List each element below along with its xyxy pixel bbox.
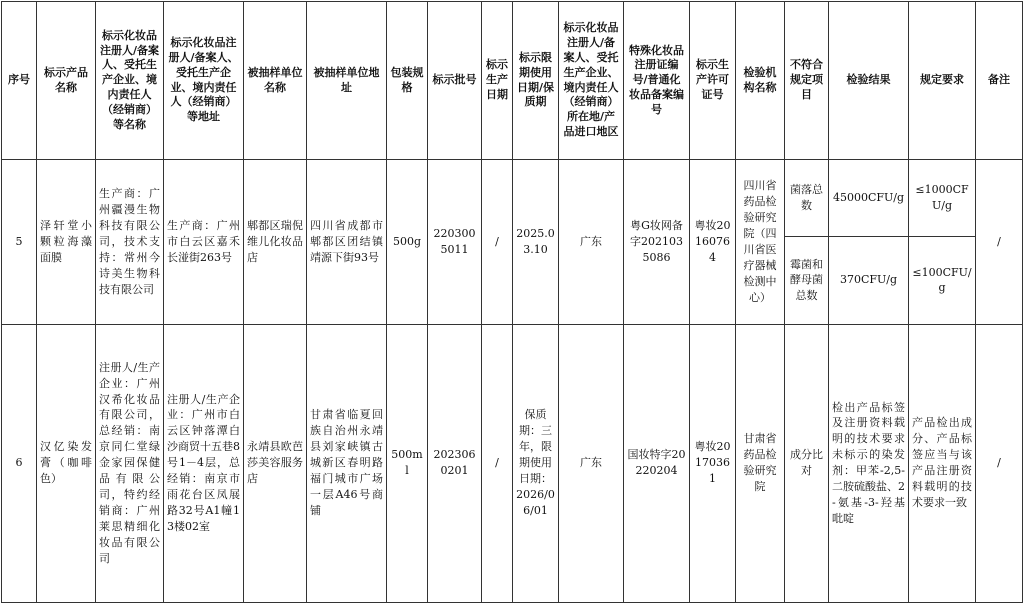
header-cell: 被抽样单位名称 bbox=[244, 2, 307, 160]
header-cell: 标示产品名称 bbox=[37, 2, 96, 160]
failed-item: 成分比对 bbox=[785, 324, 829, 602]
inspection-org: 四川省药品检验研究院（四川省医疗器械检测中心） bbox=[736, 160, 785, 324]
product-name: 汉亿染发膏（咖啡色） bbox=[37, 324, 96, 602]
expiry-date: 2025.03.10 bbox=[513, 160, 559, 324]
company-address: 注册人/生产企业：广州市白云区钟落潭白沙商贸十五巷8号1－4层，总经销：南京市雨花台区凤展路32号A1幢13楼02室 bbox=[164, 324, 244, 602]
inspection-result: 370CFU/g bbox=[829, 237, 909, 324]
license-number: 粤妆20170361 bbox=[690, 324, 736, 602]
table-row bbox=[2, 324, 1023, 602]
inspection-table bbox=[1, 1, 1023, 603]
requirement: ≤100CFU/g bbox=[909, 237, 976, 324]
package-spec: 500g bbox=[387, 160, 428, 324]
sampled-unit-address: 甘肃省临夏回族自治州永靖县刘家峡镇古城新区春明路福门城市广场一层A46号商铺 bbox=[307, 324, 387, 602]
row-number: 5 bbox=[2, 160, 37, 324]
row-number: 6 bbox=[2, 324, 37, 602]
header-cell: 标示限期使用日期/保质期 bbox=[513, 2, 559, 160]
inspection-result: 检出产品标签及注册资料载明的技术要求未标示的染发剂：甲苯-2,5-二胺硫酸盐、2-氨基-3-羟基吡啶 bbox=[829, 324, 909, 602]
header-cell: 规定要求 bbox=[909, 2, 976, 160]
header-cell: 检验结果 bbox=[829, 2, 909, 160]
inspection-org: 甘肃省药品检验研究院 bbox=[736, 324, 785, 602]
package-spec: 500ml bbox=[387, 324, 428, 602]
region: 广东 bbox=[559, 324, 624, 602]
sampled-unit-name: 永靖县欧芭莎美容服务店 bbox=[244, 324, 307, 602]
batch-number: 2203005011 bbox=[428, 160, 482, 324]
production-date: / bbox=[482, 324, 513, 602]
header-cell: 检验机构名称 bbox=[736, 2, 785, 160]
header-cell: 备注 bbox=[976, 2, 1023, 160]
company-name: 注册人/生产企业：广州汉希化妆品有限公司，总经销：南京同仁堂绿金家园保健品有限公司，特约经销商：广州莱思精细化妆品有限公司 bbox=[96, 324, 164, 602]
batch-number: 2023060201 bbox=[428, 324, 482, 602]
company-name: 生产商：广州疆漫生物科技有限公司，技术支持：常州今诗美生物科技有限公司 bbox=[96, 160, 164, 324]
header-cell: 不符合规定项目 bbox=[785, 2, 829, 160]
inspection-result: 45000CFU/g bbox=[829, 160, 909, 237]
license-number: 粤妆20160764 bbox=[690, 160, 736, 324]
header-cell: 标示批号 bbox=[428, 2, 482, 160]
header-cell: 特殊化妆品注册证编号/普通化妆品备案编号 bbox=[624, 2, 690, 160]
production-date: / bbox=[482, 160, 513, 324]
header-cell: 标示化妆品注册人/备案人、受托生产企业、境内责任人（经销商）等地址 bbox=[164, 2, 244, 160]
failed-item: 菌落总数 bbox=[785, 160, 829, 237]
header-cell: 标示化妆品注册人/备案人、受托生产企业、境内责任人（经销商）所在地/产品进口地区 bbox=[559, 2, 624, 160]
region: 广东 bbox=[559, 160, 624, 324]
header-cell: 序号 bbox=[2, 2, 37, 160]
company-address: 生产商：广州市白云区嘉禾长湴街263号 bbox=[164, 160, 244, 324]
product-name: 泽轩堂小颗粒海藻面膜 bbox=[37, 160, 96, 324]
remark: / bbox=[976, 160, 1023, 324]
failed-item: 霉菌和酵母菌总数 bbox=[785, 237, 829, 324]
header-row bbox=[2, 2, 1023, 160]
sampled-unit-name: 郫都区瑞倪维儿化妆品店 bbox=[244, 160, 307, 324]
header-cell: 被抽样单位地址 bbox=[307, 2, 387, 160]
registration-number: 粤G妆网备字2021035086 bbox=[624, 160, 690, 324]
header-cell: 标示化妆品注册人/备案人、受托生产企业、境内责任人（经销商）等名称 bbox=[96, 2, 164, 160]
remark: / bbox=[976, 324, 1023, 602]
requirement: ≤1000CFU/g bbox=[909, 160, 976, 237]
header-cell: 包装规格 bbox=[387, 2, 428, 160]
expiry-date: 保质期：三年，限期使用日期：2026/06/01 bbox=[513, 324, 559, 602]
requirement: 产品检出成分、产品标签应当与该产品注册资料载明的技术要求一致 bbox=[909, 324, 976, 602]
table-row bbox=[2, 160, 1023, 237]
sampled-unit-address: 四川省成都市郫都区团结镇靖源下街93号 bbox=[307, 160, 387, 324]
registration-number: 国妆特字20220204 bbox=[624, 324, 690, 602]
header-cell: 标示生产许可证号 bbox=[690, 2, 736, 160]
header-cell: 标示生产日期 bbox=[482, 2, 513, 160]
